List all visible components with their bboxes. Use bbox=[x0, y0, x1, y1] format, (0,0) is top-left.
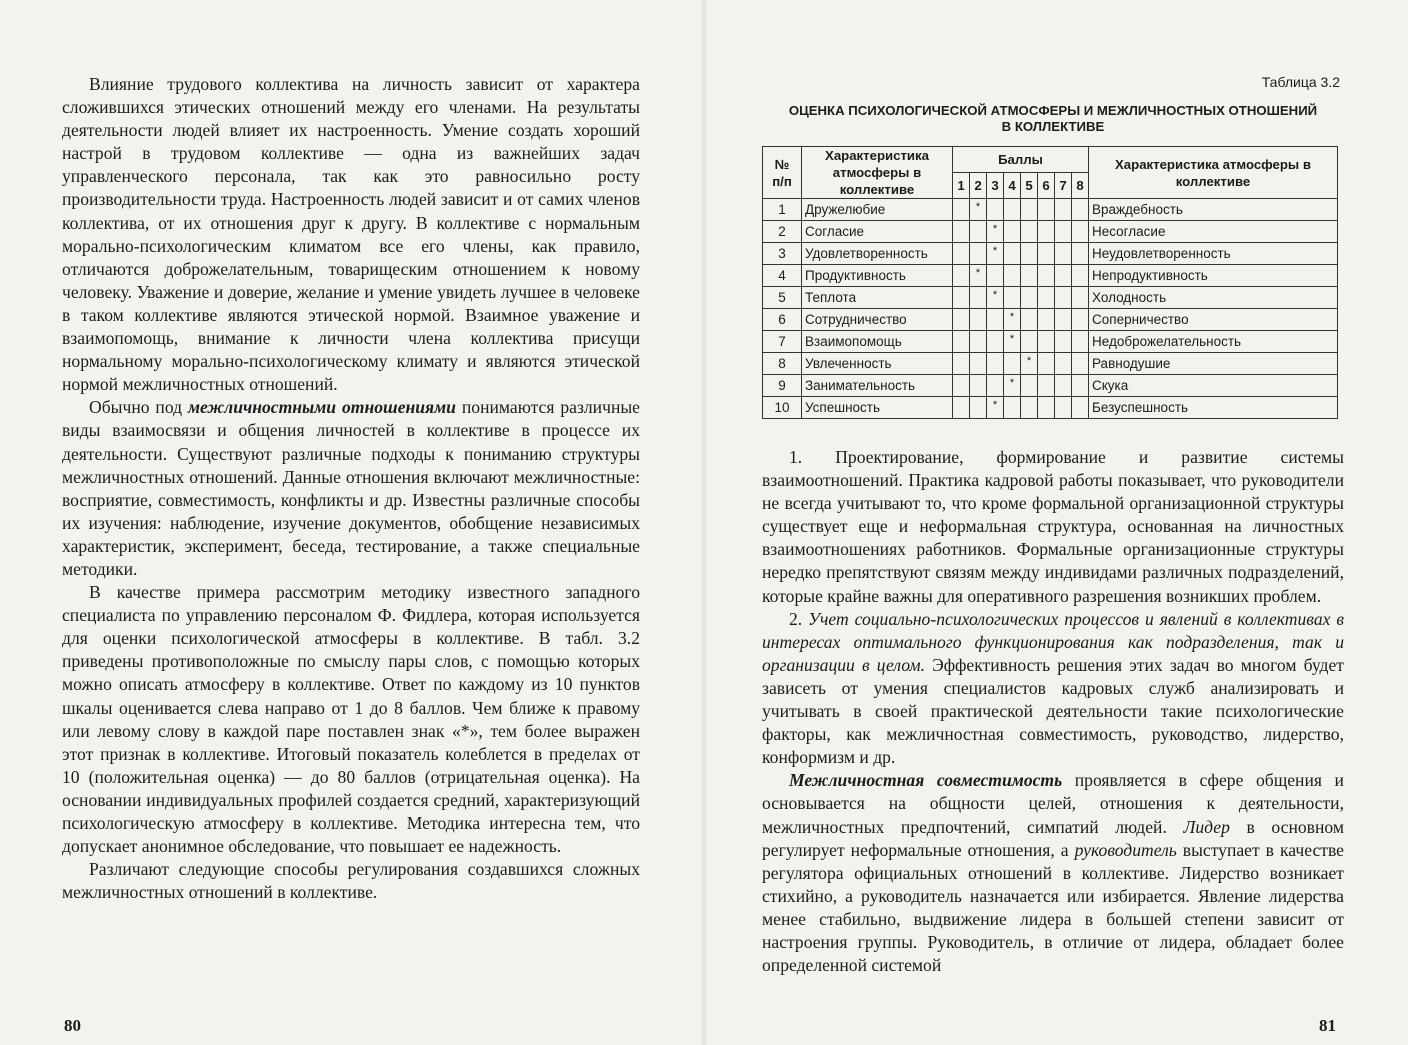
row-number: 8 bbox=[763, 353, 802, 375]
score-cell bbox=[987, 265, 1004, 287]
score-cell bbox=[970, 243, 987, 265]
score-cell bbox=[1072, 265, 1089, 287]
score-cell bbox=[953, 221, 970, 243]
header-num-line-1: № bbox=[774, 156, 790, 172]
table-row bbox=[763, 287, 1338, 309]
right-characteristic: Равнодушие bbox=[1089, 353, 1338, 375]
score-cell bbox=[953, 287, 970, 309]
score-cell bbox=[1055, 243, 1072, 265]
left-characteristic: Теплота bbox=[802, 287, 953, 309]
score-cell bbox=[1004, 309, 1021, 331]
score-cell bbox=[1004, 265, 1021, 287]
score-cell bbox=[1004, 397, 1021, 419]
text-run: 1. Проектирование, формирование и развитие системы взаимоотношений. Практика кадровой работы показывает, что руководители не всегда учитывают то, что кроме формальной организационной структуры существует еще и неформальная структура, основанная на личностных взаимоотношениях работников. Формальные организационные структуры нередко препятствуют связям между индивидами различных подразделений, которые крайне важны для оперативного разрешения возникших проблем. bbox=[762, 447, 1344, 606]
text-run: в основном регулирует неформальные отношения, а bbox=[762, 816, 1344, 860]
score-mark: * bbox=[992, 245, 998, 257]
right-characteristic: Враждебность bbox=[1089, 199, 1338, 221]
score-mark: * bbox=[975, 201, 981, 213]
text-run: Влияние трудового коллектива на личность зависит от характера сложившихся этических отношений между его членами. На результаты деятельности людей влияет их настроенность. Умение создать хороший настрой в трудовом коллективе — одна из важнейших задач управленческого персонала, так как это равносильно росту производительности труда. Настроенность людей зависит и от самих членов коллектива, от их отношения друг к другу. В коллективе с нормальным морально-психологическим климатом все его члены, как правило, отличаются доброжелательным, товарищеским отношением к новому человеку. Уважение и доверие, желание и умение увидеть лучшее в человеке в таком коллективе являются этической нормой. Взаимное уважение и взаимопомощь, внимание к личности члена коллектива присущи нормальному морально-психологическому климату и являются этической нормой межличностных отношений. bbox=[62, 74, 640, 395]
score-cell bbox=[970, 309, 987, 331]
table-row bbox=[763, 243, 1338, 265]
score-cell bbox=[953, 309, 970, 331]
score-cell bbox=[953, 265, 970, 287]
score-cell bbox=[1072, 353, 1089, 375]
table-caption: Таблица 3.2 bbox=[1261, 74, 1340, 90]
left-characteristic: Успешность bbox=[802, 397, 953, 419]
left_page-paragraph bbox=[62, 858, 640, 904]
text-run: В качестве примера рассмотрим методику известного западного специалиста по управлению персоналом Ф. Фидлера, которая используется для оценки психологической атмосферы в коллективе. В табл. 3.2 приведены противоположные по смыслу пары слов, с помощью которых можно описать атмосферу в коллективе. Ответ по каждому из 10 пунктов шкалы оценивается слева направо от 1 до 8 баллов. Чем ближе к правому или левому слову в каждой паре поставлен знак «*», тем более выражен этот признак в коллективе. Итоговый показатель колеблется в пределах от 10 (положительная оценка) — до 80 баллов (отрицательная оценка). На основании индивидуальных профилей создается средний, характеризующий психологическую атмосферу в коллективе. Методика интересна тем, что допускает анонимное обследование, что повышает ее надежность. bbox=[62, 582, 640, 857]
header-right-characteristic: Характеристика атмосферы в коллективе bbox=[1089, 147, 1338, 199]
score-cell bbox=[987, 287, 1004, 309]
score-cell bbox=[1038, 375, 1055, 397]
text-run: Различают следующие способы регулирования создавшихся сложных межличностных отношений в коллективе. bbox=[62, 859, 640, 903]
left-characteristic: Увлеченность bbox=[802, 353, 953, 375]
score-cell bbox=[1038, 221, 1055, 243]
score-cell bbox=[1055, 199, 1072, 221]
left-characteristic: Взаимопомощь bbox=[802, 331, 953, 353]
score-cell bbox=[1004, 221, 1021, 243]
header-scores: Баллы bbox=[953, 147, 1089, 173]
score-cell bbox=[1055, 265, 1072, 287]
score-cell bbox=[1072, 287, 1089, 309]
left-characteristic: Удовлетворенность bbox=[802, 243, 953, 265]
right-characteristic: Непродуктивность bbox=[1089, 265, 1338, 287]
table-row bbox=[763, 375, 1338, 397]
row-number: 6 bbox=[763, 309, 802, 331]
score-cell bbox=[1038, 353, 1055, 375]
score-cell bbox=[970, 397, 987, 419]
page-number-left: 80 bbox=[64, 1016, 81, 1035]
score-cell bbox=[1072, 199, 1089, 221]
left_page-paragraph bbox=[62, 581, 640, 858]
fiedler-scale-table bbox=[762, 146, 1338, 419]
score-cell bbox=[1055, 331, 1072, 353]
score-cell bbox=[1021, 199, 1038, 221]
left-characteristic: Дружелюбие bbox=[802, 199, 953, 221]
emphasis-run: межличностными отношениями bbox=[188, 397, 456, 418]
score-cell bbox=[1038, 199, 1055, 221]
score-cell bbox=[1038, 265, 1055, 287]
right_page-paragraph bbox=[762, 608, 1344, 770]
left-text-column bbox=[62, 73, 640, 904]
score-label: 7 bbox=[1055, 173, 1072, 199]
score-cell bbox=[1055, 397, 1072, 419]
left-characteristic: Занимательность bbox=[802, 375, 953, 397]
text-run: проявляется в сфере общения и основывается на общности целей, отношения к деятельности, межличностных предпочтений, симпатий людей. bbox=[762, 770, 1344, 837]
score-cell bbox=[970, 287, 987, 309]
text-run: выступает в качестве регулятора официальных отношений в коллективе. Лидерство возникает стихийно, а руководитель назначается или избирается. Явление лидерства менее стабильно, выдвижение лидера в большей степени зависит от настроения группы. Руководитель, в отличие от лидера, обладает более определенной системой bbox=[762, 839, 1344, 976]
score-cell bbox=[953, 375, 970, 397]
right-characteristic: Соперничество bbox=[1089, 309, 1338, 331]
table-row bbox=[763, 309, 1338, 331]
score-mark: * bbox=[1009, 333, 1015, 345]
right-characteristic: Холодность bbox=[1089, 287, 1338, 309]
score-cell bbox=[1055, 375, 1072, 397]
row-number: 7 bbox=[763, 331, 802, 353]
score-cell bbox=[987, 199, 1004, 221]
header-num-line-2: п/п bbox=[772, 173, 792, 189]
emphasis-run: руководитель bbox=[1074, 839, 1177, 860]
right-text-column bbox=[762, 446, 1344, 977]
score-mark: * bbox=[975, 267, 981, 279]
score-label: 3 bbox=[987, 173, 1004, 199]
score-cell bbox=[1004, 287, 1021, 309]
score-cell bbox=[987, 397, 1004, 419]
right-page bbox=[704, 0, 1408, 1045]
header-num bbox=[763, 147, 802, 199]
score-cell bbox=[987, 375, 1004, 397]
score-cell bbox=[1072, 331, 1089, 353]
score-cell bbox=[1055, 287, 1072, 309]
right-characteristic: Безуспешность bbox=[1089, 397, 1338, 419]
score-cell bbox=[1055, 221, 1072, 243]
score-cell bbox=[1021, 287, 1038, 309]
table-title-line-2: В КОЛЛЕКТИВЕ bbox=[1001, 119, 1105, 134]
score-cell bbox=[970, 353, 987, 375]
score-mark: * bbox=[1009, 311, 1015, 323]
score-cell bbox=[970, 265, 987, 287]
emphasis-run: Лидер bbox=[1183, 816, 1230, 837]
table-row bbox=[763, 397, 1338, 419]
page-number-right: 81 bbox=[1319, 1016, 1336, 1035]
row-number: 3 bbox=[763, 243, 802, 265]
score-cell bbox=[987, 331, 1004, 353]
score-cell bbox=[1055, 353, 1072, 375]
score-cell bbox=[953, 353, 970, 375]
score-cell bbox=[1004, 331, 1021, 353]
text-run: 2. bbox=[789, 608, 809, 629]
score-cell bbox=[1021, 309, 1038, 331]
row-number: 1 bbox=[763, 199, 802, 221]
table-row bbox=[763, 199, 1338, 221]
right-characteristic: Несогласие bbox=[1089, 221, 1338, 243]
table-header-row bbox=[763, 147, 1338, 173]
header-left-characteristic: Характеристика атмосферы в коллективе bbox=[802, 147, 953, 199]
score-cell bbox=[1038, 397, 1055, 419]
score-cell bbox=[1072, 397, 1089, 419]
right-characteristic: Скука bbox=[1089, 375, 1338, 397]
score-cell bbox=[1004, 199, 1021, 221]
score-cell bbox=[1004, 243, 1021, 265]
row-number: 10 bbox=[763, 397, 802, 419]
score-cell bbox=[953, 331, 970, 353]
score-label: 2 bbox=[970, 173, 987, 199]
score-label: 4 bbox=[1004, 173, 1021, 199]
left_page-paragraph bbox=[62, 73, 640, 396]
right-characteristic: Неудовлетворенность bbox=[1089, 243, 1338, 265]
right_page-paragraph bbox=[762, 769, 1344, 977]
score-cell bbox=[970, 331, 987, 353]
table-row bbox=[763, 331, 1338, 353]
score-cell bbox=[987, 353, 1004, 375]
score-label: 1 bbox=[953, 173, 970, 199]
emphasis-run: Учет социально-психологических процессов и явлений в коллективах в интересах оптимального функционирования как подразделения, так и организации в целом. bbox=[762, 608, 1345, 675]
score-cell bbox=[1072, 243, 1089, 265]
row-number: 9 bbox=[763, 375, 802, 397]
text-run: Эффективность решения этих задач во многом будет зависеть от умения специалистов кадровых служб анализировать и учитывать в своей практической деятельности такие психологические факторы, как межличностная совместимость, руководство, лидерство, конформизм и др. bbox=[762, 654, 1344, 768]
score-cell bbox=[953, 199, 970, 221]
score-cell bbox=[1072, 309, 1089, 331]
score-cell bbox=[1021, 331, 1038, 353]
row-number: 4 bbox=[763, 265, 802, 287]
score-cell bbox=[987, 221, 1004, 243]
row-number: 2 bbox=[763, 221, 802, 243]
table-body bbox=[763, 199, 1338, 419]
score-cell bbox=[1004, 375, 1021, 397]
score-cell bbox=[1038, 243, 1055, 265]
score-label: 6 bbox=[1038, 173, 1055, 199]
left-characteristic: Согласие bbox=[802, 221, 953, 243]
score-cell bbox=[1021, 375, 1038, 397]
left_page-paragraph bbox=[62, 396, 640, 581]
text-run: понимаются различные виды взаимосвязи и общения личностей в коллективе в процессе их деятельности. Существуют различные подходы к пониманию структуры межличностных отношений. Данные отношения включают межличностные: восприятие, совместимость, конфликты и др. Известны различные способы их изучения: наблюдение, изучение документов, обобщение независимых характеристик, эксперимент, беседа, тестирование, а также специальные методики. bbox=[62, 397, 640, 579]
right_page-paragraph bbox=[762, 446, 1344, 608]
score-mark: * bbox=[992, 223, 998, 235]
score-cell bbox=[970, 221, 987, 243]
table-row bbox=[763, 221, 1338, 243]
score-cell bbox=[1055, 309, 1072, 331]
left-characteristic: Сотрудничество bbox=[802, 309, 953, 331]
score-cell bbox=[970, 199, 987, 221]
score-cell bbox=[1038, 287, 1055, 309]
score-cell bbox=[953, 243, 970, 265]
score-cell bbox=[1072, 375, 1089, 397]
score-cell bbox=[1021, 397, 1038, 419]
text-run: Обычно под bbox=[89, 397, 188, 418]
score-mark: * bbox=[992, 289, 998, 301]
score-mark: * bbox=[992, 399, 998, 411]
score-cell bbox=[970, 375, 987, 397]
table-title bbox=[762, 103, 1344, 135]
emphasis-run: Межличностная совместимость bbox=[789, 770, 1063, 791]
score-cell bbox=[1021, 353, 1038, 375]
score-cell bbox=[987, 309, 1004, 331]
score-cell bbox=[1038, 331, 1055, 353]
score-cell bbox=[1038, 309, 1055, 331]
row-number: 5 bbox=[763, 287, 802, 309]
left-characteristic: Продуктивность bbox=[802, 265, 953, 287]
score-cell bbox=[987, 243, 1004, 265]
score-label: 5 bbox=[1021, 173, 1038, 199]
score-cell bbox=[1004, 353, 1021, 375]
score-cell bbox=[1021, 243, 1038, 265]
score-mark: * bbox=[1009, 377, 1015, 389]
score-cell bbox=[1072, 221, 1089, 243]
table-title-line-1: ОЦЕНКА ПСИХОЛОГИЧЕСКОЙ АТМОСФЕРЫ И МЕЖЛИЧНОСТНЫХ ОТНОШЕНИЙ bbox=[788, 103, 1318, 118]
score-label: 8 bbox=[1072, 173, 1089, 199]
score-cell bbox=[1021, 221, 1038, 243]
table-row bbox=[763, 353, 1338, 375]
table-row bbox=[763, 265, 1338, 287]
score-cell bbox=[1021, 265, 1038, 287]
score-cell bbox=[953, 397, 970, 419]
right-characteristic: Недоброжелательность bbox=[1089, 331, 1338, 353]
score-mark: * bbox=[1026, 355, 1032, 367]
